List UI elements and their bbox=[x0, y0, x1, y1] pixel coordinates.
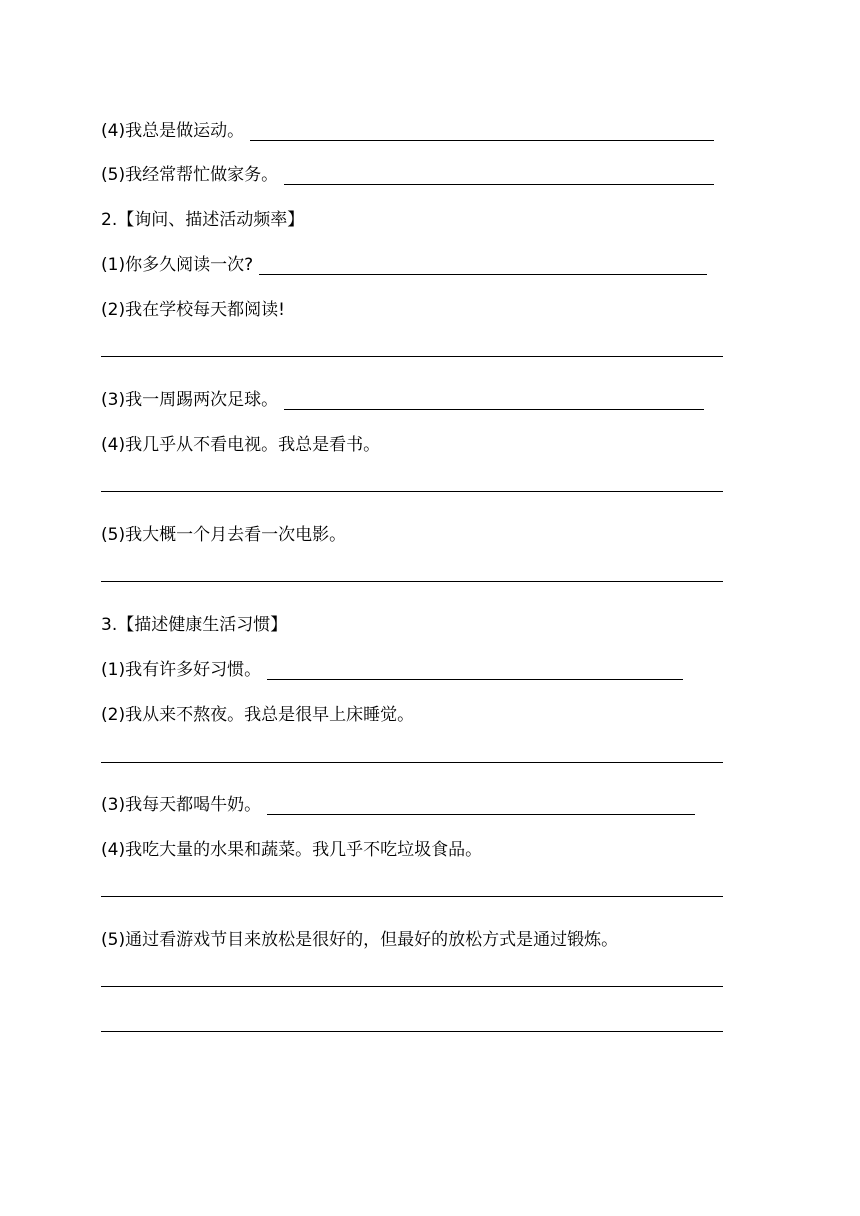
answer-line[interactable] bbox=[101, 581, 723, 582]
question-text: (5)我经常帮忙做家务。 bbox=[101, 165, 279, 185]
question-1-5 bbox=[101, 161, 714, 185]
question-text: (3)我一周踢两次足球。 bbox=[101, 390, 279, 410]
question-text: (1)我有许多好习惯。 bbox=[101, 660, 262, 680]
question-3-5 bbox=[101, 926, 618, 950]
answer-line[interactable] bbox=[101, 356, 723, 357]
question-1-4 bbox=[101, 117, 714, 141]
answer-blank[interactable] bbox=[284, 393, 704, 410]
answer-blank[interactable] bbox=[250, 124, 714, 141]
question-3-3 bbox=[101, 791, 695, 815]
question-text: (4)我吃大量的水果和蔬菜。我几乎不吃垃圾食品。 bbox=[101, 840, 483, 860]
answer-line[interactable] bbox=[101, 1031, 723, 1032]
question-text: (4)我几乎从不看电视。我总是看书。 bbox=[101, 435, 381, 455]
answer-blank[interactable] bbox=[267, 663, 683, 680]
question-text: (2)我在学校每天都阅读! bbox=[101, 300, 285, 320]
question-2-2 bbox=[101, 296, 285, 320]
answer-blank[interactable] bbox=[259, 258, 707, 275]
section-title: 3.【描述健康生活习惯】 bbox=[101, 615, 288, 635]
section-heading-2 bbox=[101, 206, 304, 230]
question-text: (5)我大概一个月去看一次电影。 bbox=[101, 525, 347, 545]
question-3-2 bbox=[101, 701, 414, 725]
section-heading-3 bbox=[101, 611, 287, 635]
section-title: 2.【询问、描述活动频率】 bbox=[101, 210, 305, 230]
question-2-1 bbox=[101, 251, 707, 275]
question-3-4 bbox=[101, 836, 482, 860]
question-text: (1)你多久阅读一次? bbox=[101, 255, 254, 275]
question-text: (4)我总是做运动。 bbox=[101, 121, 245, 141]
answer-line[interactable] bbox=[101, 762, 723, 763]
answer-blank[interactable] bbox=[267, 798, 695, 815]
answer-line[interactable] bbox=[101, 896, 723, 897]
answer-line[interactable] bbox=[101, 491, 723, 492]
question-2-4 bbox=[101, 431, 380, 455]
question-3-1 bbox=[101, 656, 683, 680]
question-2-5 bbox=[101, 521, 346, 545]
question-text: (3)我每天都喝牛奶。 bbox=[101, 795, 262, 815]
question-2-3 bbox=[101, 386, 704, 410]
answer-blank[interactable] bbox=[284, 168, 714, 185]
answer-line[interactable] bbox=[101, 986, 723, 987]
question-text: (5)通过看游戏节目来放松是很好的，但最好的放松方式是通过锻炼。 bbox=[101, 930, 619, 950]
question-text: (2)我从来不熬夜。我总是很早上床睡觉。 bbox=[101, 705, 415, 725]
